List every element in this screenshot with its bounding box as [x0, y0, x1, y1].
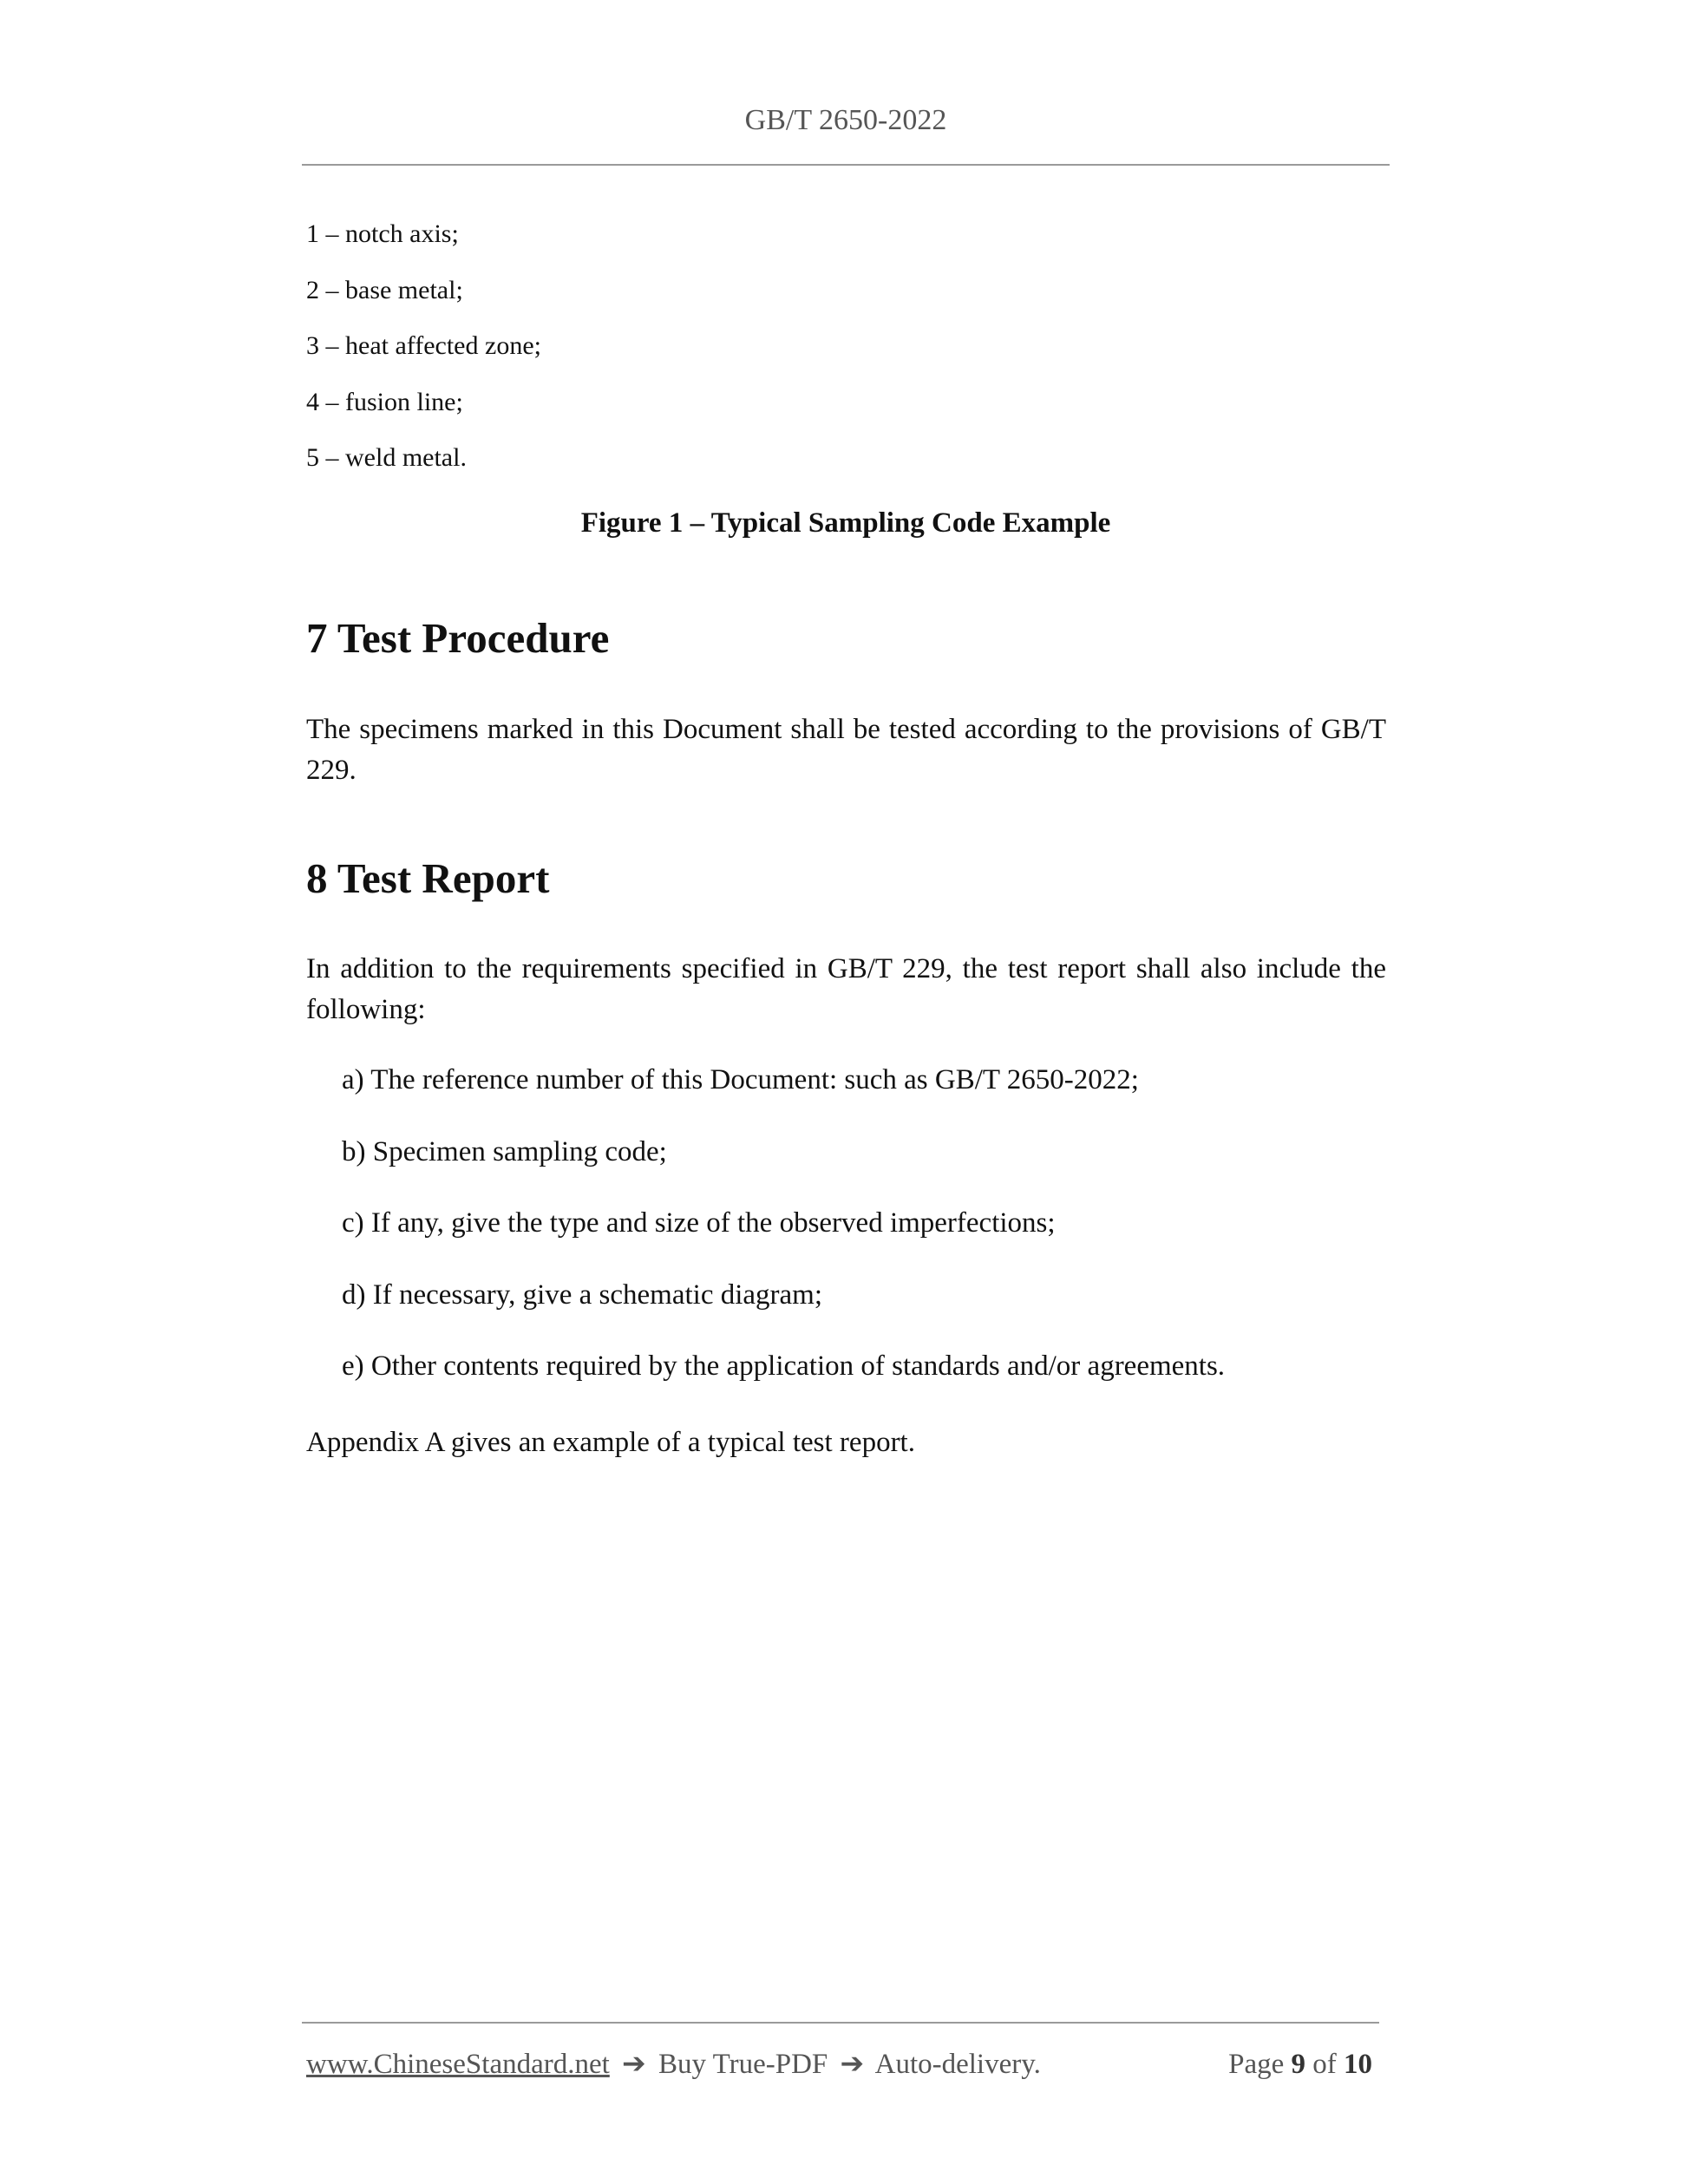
list-item: d) If necessary, give a schematic diagram; [342, 1278, 823, 1311]
delivery-text: Auto-delivery. [874, 2049, 1041, 2080]
section-heading-test-report: 8 Test Report [306, 854, 550, 902]
page-label: Page [1228, 2049, 1285, 2080]
list-item: c) If any, give the type and size of the observed imperfections; [342, 1207, 1056, 1239]
list-item: e) Other contents required by the application of standards and/or agreements. [342, 1350, 1226, 1382]
arrow-right-icon: ➔ [840, 2049, 865, 2080]
header-divider [302, 164, 1390, 166]
page-current: 9 [1291, 2049, 1305, 2080]
buy-text: Buy True-PDF [658, 2049, 828, 2080]
site-link[interactable]: www.ChineseStandard.net [306, 2049, 610, 2080]
test-report-paragraph: In addition to the requirements specified in GB/T 229, the test report shall also include the following: [306, 953, 1386, 1025]
footer-divider [302, 2022, 1379, 2024]
legend-item: 2 – base metal; [306, 275, 463, 304]
legend-item: 4 – fusion line; [306, 387, 463, 416]
page-number [1228, 2044, 1372, 2084]
page-header: GB/T 2650-2022 [744, 104, 947, 136]
legend-item: 1 – notch axis; [306, 219, 459, 248]
arrow-right-icon: ➔ [622, 2049, 646, 2080]
list-item: b) Specimen sampling code; [342, 1135, 667, 1167]
legend-item: 3 – heat affected zone; [306, 331, 541, 360]
section-heading-test-procedure: 7 Test Procedure [306, 614, 610, 662]
test-report-items [342, 1060, 1225, 1418]
test-procedure-paragraph: The specimens marked in this Document shall be tested according to the provisions of GB/T 229. [306, 714, 1386, 786]
footer-promo [306, 2044, 1041, 2084]
of-label: of [1312, 2049, 1337, 2080]
list-item: a) The reference number of this Document: such as GB/T 2650-2022; [342, 1064, 1139, 1095]
legend-item: 5 – weld metal. [306, 443, 467, 472]
page-total: 10 [1344, 2049, 1372, 2080]
figure-caption: Figure 1 – Typical Sampling Code Example [580, 507, 1111, 539]
figure-legend [306, 214, 541, 494]
appendix-note: Appendix A gives an example of a typical test report. [306, 1427, 915, 1458]
